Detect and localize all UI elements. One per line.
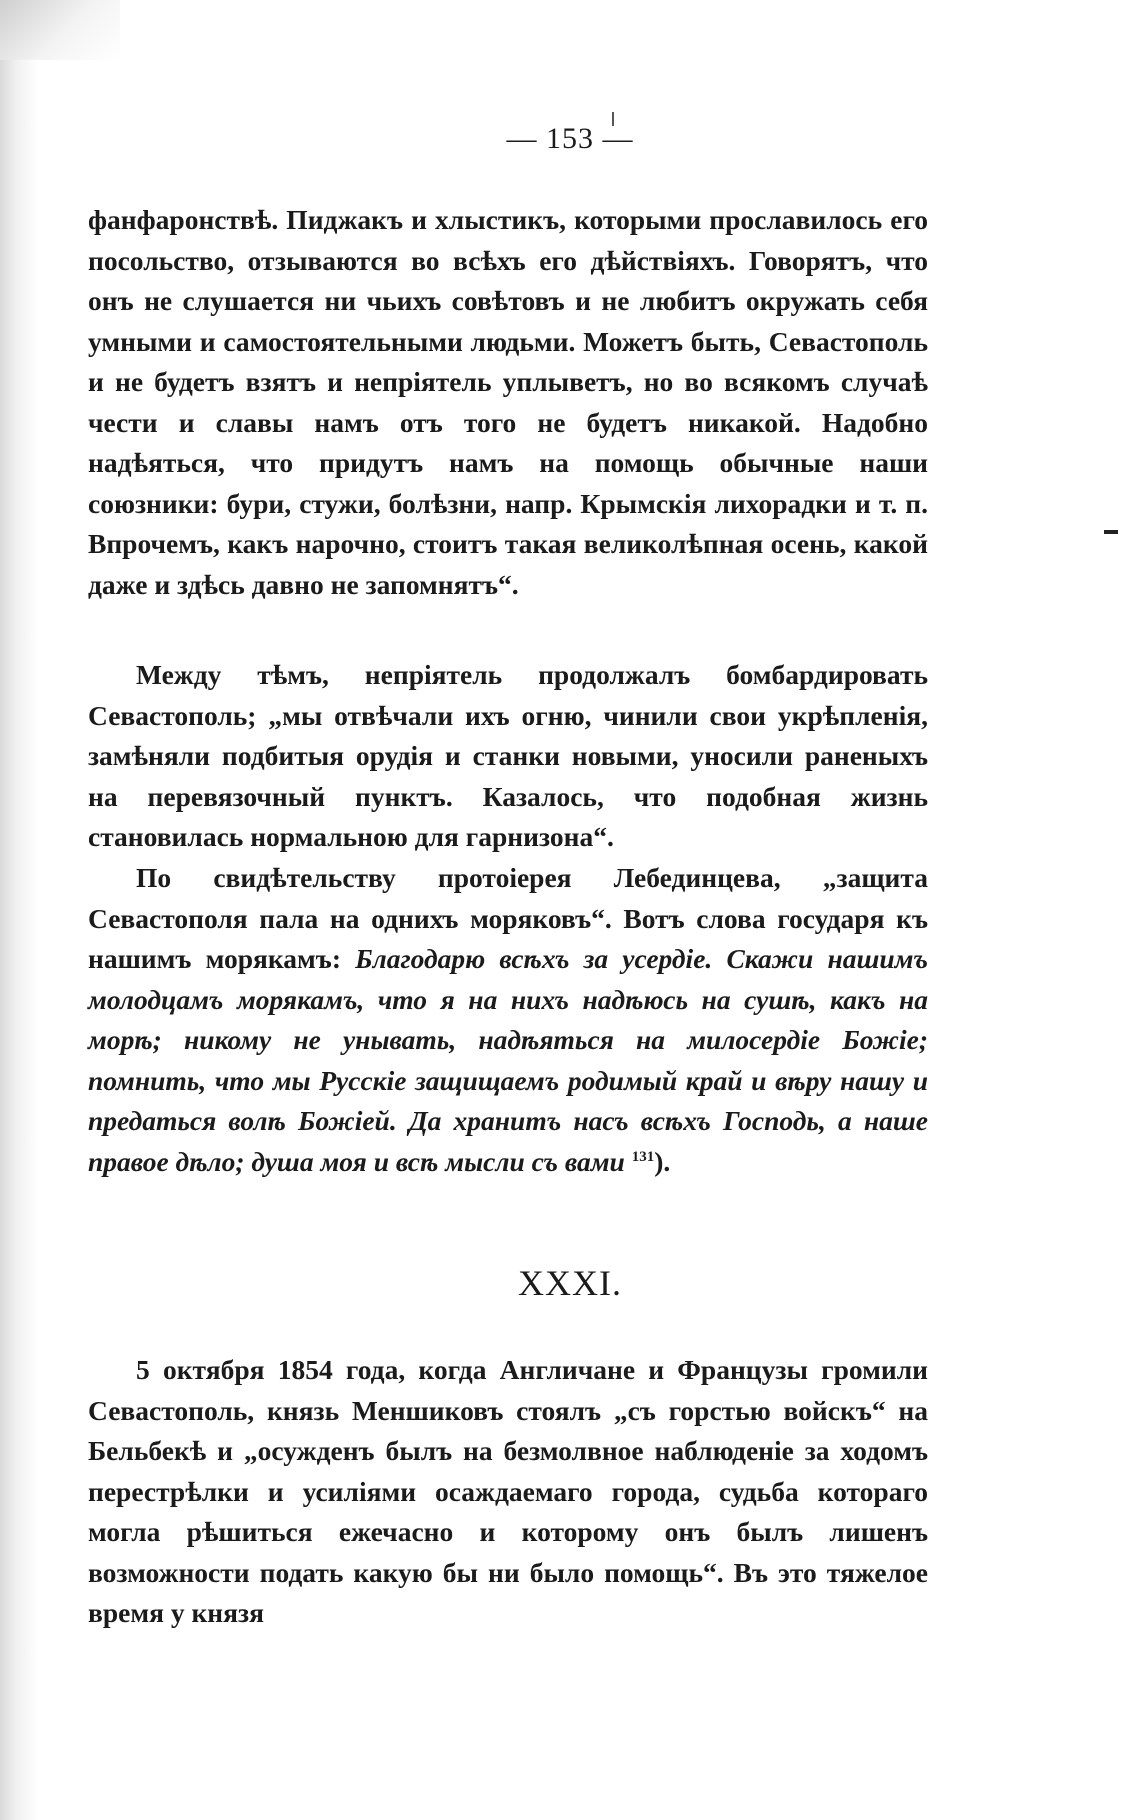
page-number: — 153 —	[506, 122, 634, 155]
paragraph-close: ).	[654, 1145, 671, 1177]
paragraph-text: фанфаронствѣ. Пиджакъ и хлыстикъ, которыми прославилось его посольство, отзываются во всѣхъ его дѣйствіяхъ. Говорятъ, что онъ не слушается ни чьихъ совѣтовъ и не любитъ окружать себя умными и самостоятельными людьми. Можетъ быть, Севастополь и не будетъ взятъ и непріятель уплыветъ, но во всякомъ случаѣ чести и славы намъ отъ того не будетъ никакой. Надобно надѣяться, что придутъ намъ на помощь обычные наши союзники: бури, стужи, болѣзни, напр. Крымскія лихорадки и т. п. Впрочемъ, какъ нарочно, стоитъ такая великолѣпная осень, какой даже и здѣсь давно не запомнятъ“.	[88, 204, 928, 600]
quote-italic: Благодарю всѣхъ за усердіе. Скажи нашимъ молодцамъ морякамъ, что я на нихъ надѣюсь на сушѣ, какъ на морѣ; никому не унывать, надѣяться на милосердіе Божіе; помнить, что мы Русскіе защищаемъ родимый край и вѣру нашу и предаться волѣ Божіей. Да хранитъ насъ всѣхъ Господь, а наше правое дѣло; душа моя и всѣ мысли съ вами	[88, 943, 928, 1177]
paragraph-continued	[88, 200, 928, 605]
paragraph-text: 5 октября 1854 года, когда Англичане и Французы громили Севастополь, князь Меншиковъ стоялъ „съ горстью войскъ“ на Бельбекѣ и „осужденъ былъ на безмолвное наблюденіе за ходомъ перестрѣлки и усиліями осаждаемаго города, судьба котораго могла рѣшиться ежечасно и которому онъ былъ лишенъ возможности подать какую бы ни было помощь“. Въ это тяжелое время у князя	[88, 1354, 928, 1628]
paragraph-sovereign-words	[88, 858, 928, 1182]
paragraph-text-normal: По свидѣтельству протоіерея Лебединцева, „защита Севастополя пала на однихъ моряковъ“. Вотъ слова государя къ нашимъ морякамъ:	[88, 862, 928, 974]
margin-mark	[1104, 530, 1118, 534]
page-corner-shadow	[0, 0, 120, 60]
page-edge-shadow	[0, 0, 38, 1820]
paragraph-text: Между тѣмъ, непріятель продолжалъ бомбардировать Севастополь; „мы отвѣчали ихъ огню, чинили свои укрѣпленія, замѣняли подбитыя орудія и станки новыми, уносили раненыхъ на перевязочный пунктъ. Казалось, что подобная жизнь становилась нормальною для гарнизона“.	[88, 659, 928, 852]
paragraph-bombardment	[88, 655, 928, 858]
section-heading: XXXI.	[518, 1263, 622, 1303]
footnote-reference: 131	[631, 1148, 655, 1165]
paragraph-october	[88, 1350, 928, 1634]
paragraph-text	[88, 858, 928, 1182]
